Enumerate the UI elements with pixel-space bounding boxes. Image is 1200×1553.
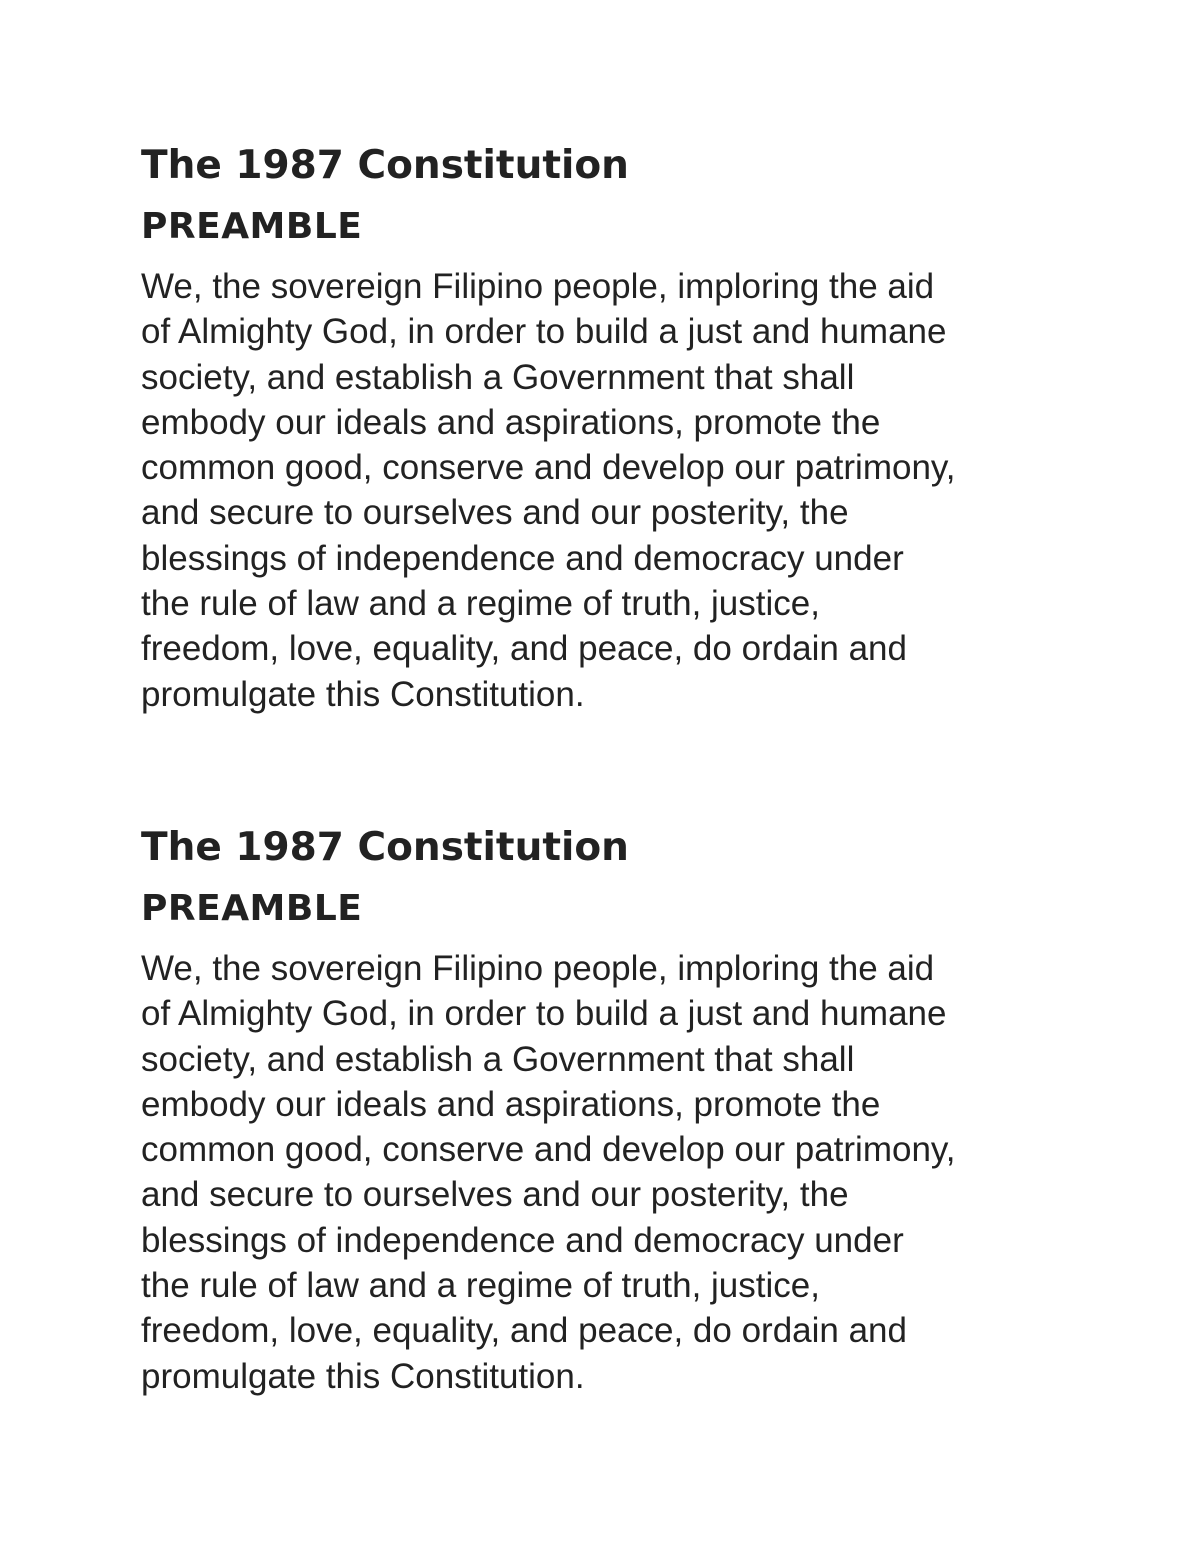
paragraph-line: We, the sovereign Filipino people, imploring the aid [141,267,935,306]
paragraph-line: We, the sovereign Filipino people, imploring the aid [141,949,935,988]
paragraph-line: blessings of independence and democracy under [141,538,904,578]
paragraph-line: society, and establish a Government that shall [141,1039,855,1079]
paragraph-line: freedom, love, equality, and peace, do ordain and [141,629,907,669]
paragraph-line: of Almighty God, in order to build a just and humane [141,312,947,352]
paragraph-line: promulgate this Constitution. [141,1356,585,1396]
section-heading: PREAMBLE [141,888,363,929]
paragraph-line: blessings of independence and democracy under [141,1220,904,1260]
paragraph-line: and secure to ourselves and our posterity, the [141,1175,849,1215]
paragraph-line: of Almighty God, in order to build a just and humane [141,994,947,1034]
section-heading: PREAMBLE [141,206,363,247]
preamble-paragraph [141,946,1101,1399]
paragraph-line: and secure to ourselves and our posterity, the [141,493,849,533]
paragraph-line: promulgate this Constitution. [141,674,585,714]
paragraph-line: society, and establish a Government that shall [141,357,855,397]
paragraph-line: common good, conserve and develop our patrimony, [141,1130,956,1170]
paragraph-line: freedom, love, equality, and peace, do ordain and [141,1311,907,1351]
paragraph-line: embody our ideals and aspirations, promote the [141,1084,881,1124]
paragraph-line: the rule of law and a regime of truth, justice, [141,584,820,624]
document-section [141,825,1101,1399]
paragraph-line: the rule of law and a regime of truth, justice, [141,1266,820,1306]
document-title: The 1987 Constitution [141,143,629,188]
paragraph-line: common good, conserve and develop our patrimony, [141,448,956,488]
document-title: The 1987 Constitution [141,825,629,870]
document-section [141,143,1101,717]
preamble-paragraph [141,264,1101,717]
paragraph-line: embody our ideals and aspirations, promote the [141,402,881,442]
